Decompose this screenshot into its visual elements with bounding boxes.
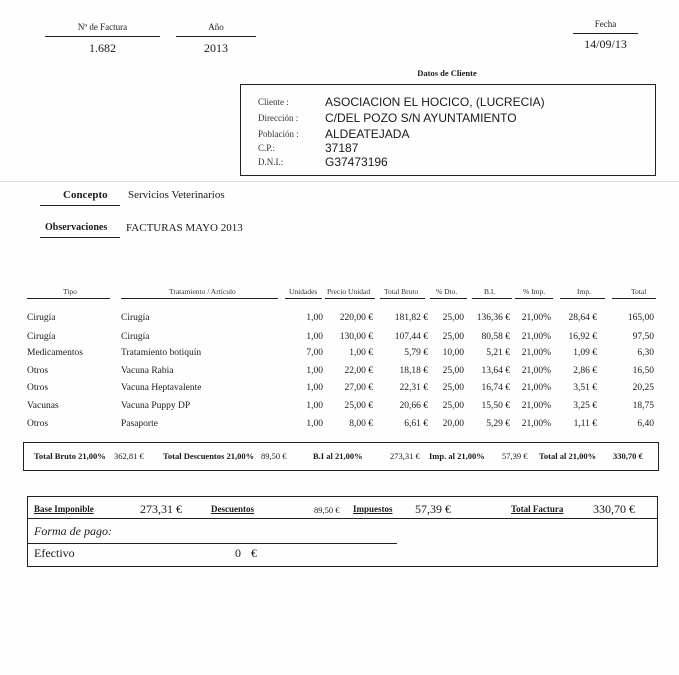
cell-total: 18,75	[632, 401, 654, 411]
grand-total-value: 330,70 €	[613, 451, 643, 461]
impuestos-value: 57,39 €	[415, 502, 451, 516]
bi-total-label: B.I al 21,00%	[313, 451, 363, 461]
year-label: Año	[208, 22, 224, 32]
totals-left-rule	[23, 442, 24, 470]
year-value: 2013	[204, 41, 228, 55]
cell-tratamiento: Vacuna Puppy DP	[121, 401, 191, 411]
cell-total: 165,00	[627, 313, 654, 323]
col-header-tratamiento: Tratamiento / Artículo	[169, 287, 236, 296]
cell-dto: 25,00	[442, 383, 464, 393]
bi-total-value: 273,31 €	[390, 451, 420, 461]
client-town-value: ALDEATEJADA	[325, 127, 410, 141]
cell-imp: 3,51 €	[573, 383, 597, 393]
cell-dto: 25,00	[442, 332, 464, 342]
cell-tipo: Otros	[27, 366, 49, 376]
cell-bi: 16,74 €	[481, 383, 510, 393]
forma-pago-label: Forma de pago:	[34, 524, 112, 538]
cell-precio-unidad: 22,00 €	[344, 366, 373, 376]
cell-precio-unidad: 27,00 €	[344, 383, 373, 393]
cell-tipo: Cirugía	[27, 313, 56, 323]
scan-fold-line	[0, 181, 679, 182]
cell-dto: 10,00	[442, 348, 464, 358]
cell-unidades: 1,00	[306, 383, 323, 393]
cell-unidades: 1,00	[306, 401, 323, 411]
col-rule-tratamiento	[121, 298, 278, 299]
cell-total-bruto: 107,44 €	[394, 332, 428, 342]
efectivo-value: 0	[235, 546, 241, 560]
col-rule-imp-pct	[515, 298, 553, 299]
totals-right-rule	[658, 442, 659, 470]
col-header-tipo: Tipo	[63, 287, 77, 296]
client-postcode-label: C.P.:	[258, 143, 276, 153]
cell-total: 6,40	[637, 419, 654, 429]
date-underline	[573, 33, 638, 34]
observaciones-label: Observaciones	[45, 222, 108, 233]
base-imponible-label: Base Imponible	[34, 504, 94, 514]
cell-bi: 5,21 €	[486, 348, 510, 358]
forma-pago-rule	[27, 543, 397, 544]
year-underline	[176, 36, 256, 37]
col-header-dto: % Dto.	[436, 287, 458, 296]
col-header-total-bruto: Total Bruto	[384, 287, 419, 296]
cell-precio-unidad: 220,00 €	[339, 313, 373, 323]
concepto-label: Concepto	[63, 189, 108, 201]
cell-unidades: 1,00	[306, 419, 323, 429]
cell-precio-unidad: 25,00 €	[344, 401, 373, 411]
cell-imp: 1,11 €	[573, 419, 597, 429]
cell-tratamiento: Pasaporte	[121, 419, 158, 429]
observaciones-value: FACTURAS MAYO 2013	[126, 222, 243, 234]
imp-total-value: 57,39 €	[502, 451, 528, 461]
cell-tipo: Otros	[27, 383, 49, 393]
cell-imp-pct: 21,00%	[521, 383, 551, 393]
cell-dto: 25,00	[442, 366, 464, 376]
cell-imp-pct: 21,00%	[521, 348, 551, 358]
base-imponible-value: 273,31 €	[140, 502, 182, 516]
descuentos-value: 89,50 €	[314, 505, 340, 515]
cell-imp: 1,09 €	[573, 348, 597, 358]
cell-bi: 13,64 €	[481, 366, 510, 376]
total-factura-value: 330,70 €	[593, 502, 635, 516]
cell-total-bruto: 18,18 €	[399, 366, 428, 376]
client-section-title: Datos de Cliente	[417, 68, 477, 78]
col-rule-total	[612, 298, 656, 299]
totals-bottom-rule	[23, 470, 659, 471]
cell-total: 16,50	[632, 366, 654, 376]
cell-dto: 25,00	[442, 313, 464, 323]
total-bruto-value: 362,81 €	[114, 451, 144, 461]
client-dni-label: D.N.I.:	[258, 157, 284, 167]
total-descuentos-label: Total Descuentos 21,00%	[163, 451, 255, 461]
cell-imp-pct: 21,00%	[521, 401, 551, 411]
date-label: Fecha	[594, 19, 617, 29]
cell-tratamiento: Tratamiento botiquín	[121, 348, 202, 358]
totals-top-rule	[23, 442, 659, 443]
cell-unidades: 7,00	[306, 348, 323, 358]
concepto-underline	[40, 205, 120, 206]
cell-tratamiento: Vacuna Heptavalente	[121, 383, 202, 393]
cell-precio-unidad: 8,00 €	[349, 419, 373, 429]
descuentos-label: Descuentos	[211, 504, 254, 514]
summary-inner-rule	[27, 518, 658, 519]
cell-imp-pct: 21,00%	[521, 366, 551, 376]
cell-bi: 136,36 €	[476, 313, 510, 323]
cell-imp: 2,86 €	[573, 366, 597, 376]
col-header-bi: B.I.	[484, 287, 496, 296]
cell-total-bruto: 6,61 €	[404, 419, 428, 429]
col-rule-imp	[560, 298, 605, 299]
cell-total-bruto: 181,82 €	[394, 313, 428, 323]
cell-precio-unidad: 130,00 €	[339, 332, 373, 342]
cell-dto: 25,00	[442, 401, 464, 411]
client-name-value: ASOCIACION EL HOCICO, (LUCRECIA)	[325, 95, 545, 109]
client-address-value: C/DEL POZO S/N AYUNTAMIENTO	[325, 111, 517, 125]
col-rule-unidades	[285, 298, 322, 299]
cell-dto: 20,00	[442, 419, 464, 429]
col-header-precio: Precio Unidad	[327, 287, 371, 296]
summary-left-rule	[27, 496, 28, 566]
cell-total: 97,50	[632, 332, 654, 342]
grand-total-label: Total al 21,00%	[539, 451, 597, 461]
client-name-label: Cliente :	[258, 97, 289, 107]
col-rule-bi	[472, 298, 512, 299]
col-rule-tipo	[27, 298, 110, 299]
efectivo-currency: €	[251, 546, 257, 560]
cell-precio-unidad: 1,00 €	[349, 348, 373, 358]
cell-bi: 80,58 €	[481, 332, 510, 342]
cell-total-bruto: 20,66 €	[399, 401, 428, 411]
cell-imp-pct: 21,00%	[521, 332, 551, 342]
client-town-label: Población :	[258, 129, 299, 139]
cell-tipo: Cirugía	[27, 332, 56, 342]
client-dni-value: G37473196	[325, 155, 388, 169]
col-rule-dto	[430, 298, 467, 299]
total-descuentos-value: 89,50 €	[261, 451, 287, 461]
col-rule-precio	[325, 298, 375, 299]
impuestos-label: Impuestos	[353, 504, 393, 514]
summary-top-rule	[27, 496, 658, 497]
client-address-label: Dirección :	[258, 113, 299, 123]
cell-tipo: Otros	[27, 419, 49, 429]
total-factura-label: Total Factura	[511, 504, 564, 514]
cell-imp: 3,25 €	[573, 401, 597, 411]
cell-total-bruto: 5,79 €	[404, 348, 428, 358]
factura-underline	[45, 36, 160, 37]
col-rule-total-bruto	[380, 298, 425, 299]
col-header-imp-pct: % Imp.	[523, 287, 546, 296]
observaciones-underline	[40, 237, 120, 238]
cell-tratamiento: Vacuna Rabia	[121, 366, 174, 376]
cell-tipo: Vacunas	[27, 401, 59, 411]
factura-number-label: Nº de Factura	[77, 22, 128, 32]
total-bruto-label: Total Bruto 21,00%	[34, 451, 106, 461]
col-header-total: Total	[631, 287, 647, 296]
client-box	[240, 84, 656, 176]
cell-bi: 5,29 €	[486, 419, 510, 429]
cell-bi: 15,50 €	[481, 401, 510, 411]
cell-imp: 28,64 €	[568, 313, 597, 323]
factura-number-value: 1.682	[89, 41, 116, 55]
cell-total: 6,30	[637, 348, 654, 358]
imp-total-label: Imp. al 21,00%	[429, 451, 485, 461]
concepto-value: Servicios Veterinarios	[128, 189, 225, 201]
cell-total: 20,25	[632, 383, 654, 393]
summary-bottom-rule	[27, 566, 658, 567]
cell-tratamiento: Cirugía	[121, 332, 150, 342]
col-header-unidades: Unidades	[289, 287, 318, 296]
col-header-imp: Imp.	[577, 287, 591, 296]
cell-tipo: Medicamentos	[27, 348, 83, 358]
cell-total-bruto: 22,31 €	[399, 383, 428, 393]
cell-imp-pct: 21,00%	[521, 419, 551, 429]
cell-unidades: 1,00	[306, 313, 323, 323]
date-value: 14/09/13	[584, 37, 627, 51]
cell-tratamiento: Cirugía	[121, 313, 150, 323]
summary-right-rule	[657, 496, 658, 566]
cell-imp-pct: 21,00%	[521, 313, 551, 323]
client-postcode-value: 37187	[325, 141, 359, 155]
cell-unidades: 1,00	[306, 332, 323, 342]
cell-imp: 16,92 €	[568, 332, 597, 342]
efectivo-label: Efectivo	[34, 546, 75, 560]
cell-unidades: 1,00	[306, 366, 323, 376]
